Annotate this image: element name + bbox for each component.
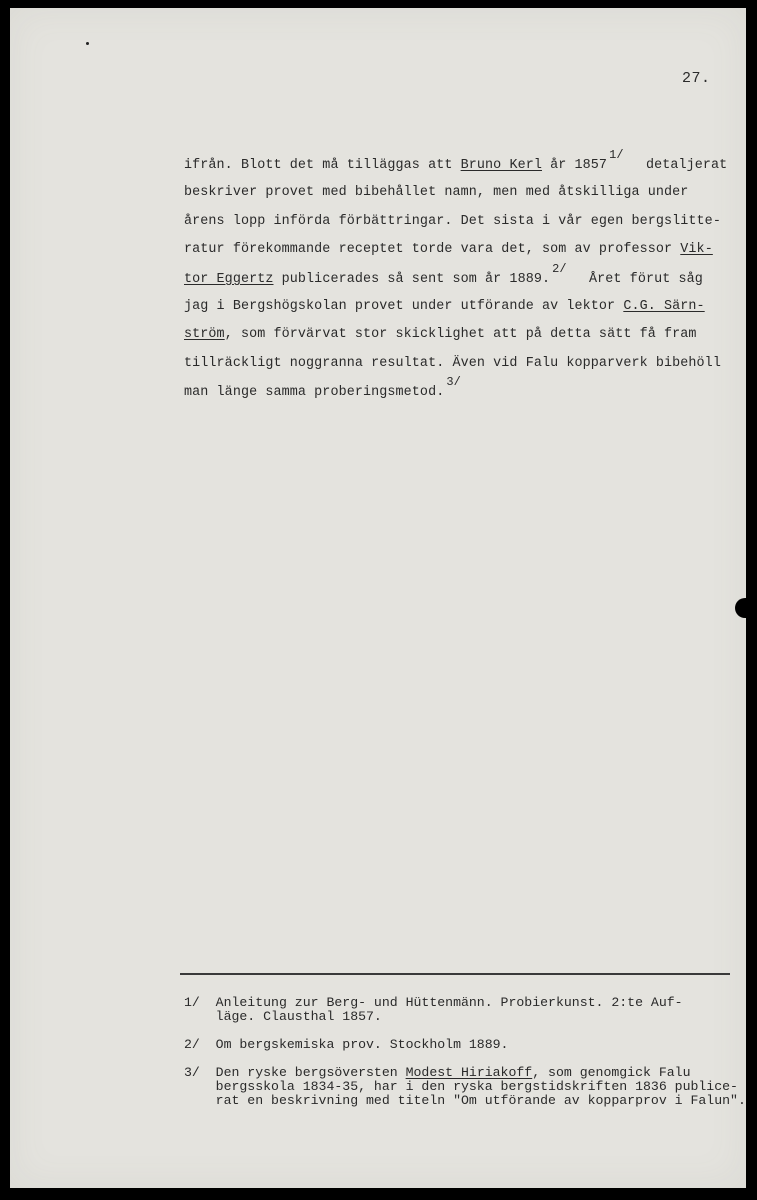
ink-mark bbox=[86, 42, 89, 45]
text-segment: , som förvärvat stor skicklighet att på detta sätt få fram bbox=[224, 327, 697, 343]
underlined-name: Bruno Kerl bbox=[460, 158, 542, 173]
underlined-name: Vik- bbox=[680, 242, 713, 258]
text-segment: rat en beskrivning med titeln "Om utförande av kopparprov i Falun". bbox=[184, 1093, 746, 1108]
footnote-line bbox=[184, 1094, 744, 1108]
text-line bbox=[184, 236, 744, 264]
footnote-reference: 3/ bbox=[446, 375, 461, 390]
text-segment: årens lopp införda förbättringar. Det sista i vår egen bergslitte- bbox=[184, 213, 721, 229]
text-line bbox=[184, 350, 744, 378]
page-edge-notch bbox=[735, 598, 757, 618]
footnote-2 bbox=[184, 1038, 744, 1052]
footnote-1 bbox=[184, 996, 744, 1024]
text-line bbox=[184, 293, 744, 321]
text-segment: år 1857 bbox=[541, 158, 608, 173]
footnote-separator bbox=[180, 973, 730, 975]
underlined-name: C.G. Särn- bbox=[623, 298, 705, 314]
text-segment: 2/ Om bergskemiska prov. Stockholm 1889. bbox=[184, 1037, 509, 1052]
text-line bbox=[184, 321, 744, 349]
document-page bbox=[10, 8, 746, 1188]
footnote-line bbox=[184, 996, 744, 1010]
text-segment: ifrån. Blott det må tilläggas att bbox=[184, 158, 461, 173]
text-segment: beskriver provet med bibehållet namn, men med åtskilliga under bbox=[184, 185, 689, 201]
footnote-line bbox=[184, 1080, 744, 1094]
text-line bbox=[184, 208, 744, 236]
footnote-line bbox=[184, 1010, 744, 1024]
underlined-name: ström bbox=[184, 327, 225, 343]
text-segment: tillräckligt noggranna resultat. Även vid Falu kopparverk bibehöll bbox=[184, 355, 721, 371]
body-paragraph bbox=[184, 148, 744, 407]
underlined-name: Modest Hiriakoff bbox=[405, 1065, 533, 1080]
text-line bbox=[184, 261, 744, 293]
page-number: 27. bbox=[682, 70, 711, 87]
text-line bbox=[184, 375, 744, 406]
footnote-reference: 2/ bbox=[552, 261, 567, 276]
footnotes bbox=[184, 996, 744, 1122]
footnote-line bbox=[184, 1066, 744, 1080]
footnote-line bbox=[184, 1038, 744, 1052]
footnote-reference: 1/ bbox=[609, 148, 624, 162]
text-segment: Året förut såg bbox=[572, 271, 703, 287]
text-segment: detaljerat bbox=[629, 158, 728, 173]
text-segment: jag i Bergshögskolan provet under utförande av lektor bbox=[184, 298, 624, 314]
text-segment: läge. Clausthal 1857. bbox=[184, 1009, 382, 1024]
text-segment: 3/ Den ryske bergsöversten bbox=[184, 1065, 406, 1080]
text-line bbox=[184, 179, 744, 207]
footnote-3 bbox=[184, 1066, 744, 1108]
text-segment: , som genomgick Falu bbox=[532, 1065, 691, 1080]
text-segment: man länge samma proberingsmetod. bbox=[184, 385, 445, 401]
underlined-name: tor Eggertz bbox=[184, 271, 274, 287]
text-segment: 1/ Anleitung zur Berg- und Hüttenmänn. Probierkunst. 2:te Auf- bbox=[184, 995, 683, 1010]
text-line bbox=[184, 148, 744, 179]
text-segment: ratur förekommande receptet torde vara det, som av professor bbox=[184, 242, 681, 258]
text-segment: bergsskola 1834-35, har i den ryska bergstidskriften 1836 publice- bbox=[184, 1079, 738, 1094]
text-segment: publicerades så sent som år 1889. bbox=[273, 271, 551, 287]
